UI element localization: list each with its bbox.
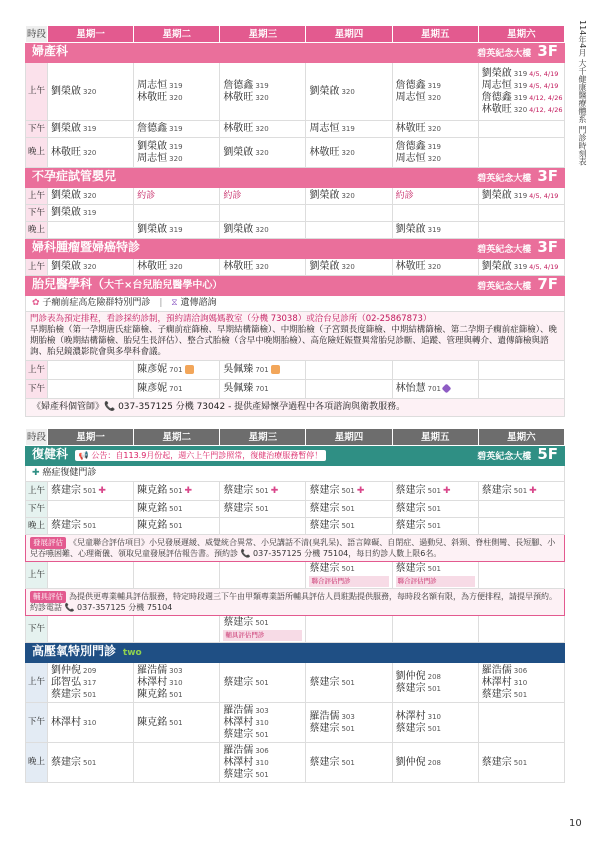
room: 501 (255, 678, 269, 687)
obgyn-title: 婦產科 (32, 43, 69, 58)
doctor: 詹德鑫 (395, 79, 426, 91)
room: 319 (83, 125, 97, 133)
room: 320 (341, 87, 355, 96)
rehab-table (25, 428, 565, 783)
doctor: 蔡建宗 (309, 520, 340, 531)
doctor: 林澤村 (481, 676, 512, 688)
room: 501 (255, 770, 269, 779)
day-fri: 星期五 (392, 26, 478, 43)
room: 320 (341, 192, 355, 200)
day-thu: 星期四 (306, 429, 392, 446)
doctor: 林敬旺 (137, 91, 168, 103)
doctor: 詹德鑫 (395, 140, 426, 152)
room: 303 (341, 712, 355, 721)
fetal-info (26, 312, 565, 361)
ribbon-icon: ✚ (32, 468, 40, 478)
doctor: 蔡建宗 (309, 563, 340, 574)
cancer-rehab-icon: ✚ (184, 486, 193, 496)
row-pm: 下午 (26, 380, 48, 399)
fetal-title-bar (26, 276, 565, 296)
onco-title-bar (26, 239, 565, 259)
row-am: 上午 (26, 63, 48, 121)
room: 310 (169, 678, 183, 687)
room: 319 (427, 81, 441, 90)
room: 320 (83, 263, 97, 271)
doctor: 林澤村 (137, 676, 168, 688)
doctor: 劉榮啟 (51, 85, 81, 97)
day-wed: 星期三 (220, 429, 306, 446)
ivf-floor: 3F (537, 167, 558, 185)
doctor: 劉榮啟 (309, 190, 340, 201)
onco-title: 婦科腫瘤暨婦癌特診 (32, 239, 141, 254)
day-tue: 星期二 (134, 26, 220, 43)
room: 501 (341, 487, 355, 495)
room: 320 (255, 148, 269, 157)
doctor: 劉仲倪 (51, 664, 81, 676)
doctor: 蔡建宗 (481, 688, 512, 700)
day-mon: 星期一 (48, 429, 134, 446)
room: 501 (513, 690, 528, 699)
doctor: 劉榮啟 (309, 85, 340, 97)
appointment-only: 約診 (137, 190, 156, 201)
row-night: 晚上 (26, 743, 48, 783)
fetal-title: 胎兒醫學科（ (32, 276, 105, 291)
day-sat: 星期六 (478, 26, 564, 43)
row-am: 上午 (26, 663, 48, 703)
room: 320 (427, 93, 441, 102)
row-am: 上午 (26, 482, 48, 501)
doctor: 林敬旺 (137, 261, 168, 272)
doctor: 蔡建宗 (395, 722, 426, 734)
room: 701 (169, 385, 183, 393)
fetal-floor: 7F (537, 275, 558, 293)
doctor: 蔡建宗 (395, 503, 426, 514)
doctor: 陳彥妮 (137, 383, 168, 394)
doctor: 蔡建宗 (481, 756, 512, 768)
doctor: 周志恒 (137, 79, 168, 91)
room: 320 (255, 125, 269, 133)
room: 319 (169, 226, 183, 234)
room: 317 (83, 678, 97, 687)
fetal-info-a: 門診表為預定排程，看診採約診制，預約請洽詢媽媽教室（分機 73038）或洽台兒診所（02-25867873） (30, 314, 432, 324)
cancer-rehab-icon: ✚ (443, 486, 451, 496)
room: 310 (255, 758, 269, 767)
doctor: 蔡建宗 (395, 485, 426, 496)
doctor: 蔡建宗 (223, 768, 254, 780)
fetal-logo: 大千×台兒胎兒醫學中心） (104, 279, 223, 291)
room: 501 (83, 758, 97, 767)
doctor: 林澤村 (223, 716, 254, 728)
room: 320 (83, 87, 97, 96)
slot-header: 時段 (26, 26, 48, 43)
room: 319 (169, 142, 183, 151)
side-label: 114年4月 大千健康醫療體系 門診時刻表 (578, 20, 587, 166)
obgyn-title-bar (26, 43, 565, 63)
preeclampsia-clinic: 子癇前症高危險群特別門診 (42, 298, 151, 308)
room: 319 (513, 93, 528, 102)
room: 303 (169, 666, 183, 675)
doctor: 林敬旺 (223, 91, 254, 103)
flower-icon (271, 365, 280, 374)
doctor: 邱智弘 (51, 676, 81, 688)
doctor: 劉仲倪 (395, 756, 426, 768)
dates: 4/5, 4/19 (529, 69, 559, 78)
room: 319 (513, 192, 528, 200)
room: 319 (83, 209, 97, 217)
day-thu: 星期四 (306, 26, 392, 43)
onco-building: 碧英紀念大樓 (477, 244, 532, 255)
ivf-title: 不孕症試管嬰兒 (32, 168, 117, 183)
joint-eval-label: 聯合評估門診 (396, 576, 475, 587)
cancer-rehab-clinic: 癌症復健門診 (42, 468, 97, 478)
rehab-building: 碧英紀念大樓 (477, 451, 532, 462)
room: 320 (169, 93, 183, 102)
doctor: 劉榮啟 (51, 207, 81, 218)
room: 319 (513, 263, 528, 271)
doctor: 周志恒 (395, 91, 426, 103)
doctor: 蔡建宗 (223, 485, 254, 496)
doctor: 劉仲倪 (395, 670, 426, 682)
room: 319 (341, 125, 355, 133)
joint-eval-label: 聯合評估門診 (309, 576, 388, 587)
day-mon: 星期一 (48, 26, 134, 43)
doctor: 林澤村 (223, 756, 254, 768)
room: 501 (255, 619, 269, 627)
doctor: 林澤村 (51, 716, 81, 728)
cancer-rehab-icon: ✚ (270, 486, 279, 496)
doctor: 羅浩儒 (137, 664, 168, 676)
row-night: 晚上 (26, 138, 48, 168)
doctor: 羅浩儒 (309, 710, 340, 722)
eval-tag: 發展評估 (30, 537, 66, 549)
flower-icon (185, 365, 194, 374)
dates: 4/5, 4/19 (529, 192, 559, 200)
room: 501 (427, 505, 441, 513)
ivf-building: 碧英紀念大樓 (477, 173, 532, 184)
dates: 4/5, 4/19 (529, 81, 559, 90)
ivf-title-bar (26, 168, 565, 188)
room: 501 (255, 505, 269, 513)
room: 501 (341, 724, 355, 733)
row-am: 上午 (26, 259, 48, 276)
doctor: 陳克銘 (137, 485, 168, 496)
room: 319 (513, 81, 528, 90)
doctor: 劉榮啟 (395, 224, 426, 235)
room: 501 (83, 690, 97, 699)
row-am: 上午 (26, 188, 48, 205)
fetal-footer: 《婦產科個管師》📞 037-357125 分機 73042 - 提供產婦懷孕過程中各項諮詢與衛教服務。 (26, 399, 565, 417)
room: 320 (169, 154, 183, 163)
doctor: 劉榮啟 (137, 224, 168, 235)
doctor: 蔡建宗 (223, 728, 254, 740)
row-pm: 下午 (26, 703, 48, 743)
dna-icon (442, 384, 452, 394)
doctor: 劉榮啟 (481, 261, 512, 272)
cancer-rehab-icon: ✚ (356, 486, 365, 496)
room: 320 (169, 263, 183, 271)
doctor: 劉榮啟 (481, 190, 512, 201)
room: 320 (341, 263, 355, 271)
room: 320 (255, 93, 269, 102)
doctor: 陳彥妮 (137, 364, 168, 375)
doctor: 陳克銘 (137, 688, 168, 700)
doctor: 周志恒 (309, 123, 340, 134)
dates: 4/5, 4/19 (529, 263, 559, 271)
room: 320 (255, 263, 269, 271)
doctor: 林敬旺 (51, 146, 81, 158)
doctor: 林敬旺 (223, 261, 254, 272)
appointment-only: 約診 (395, 190, 414, 201)
row-night: 晚上 (26, 222, 48, 239)
obgyn-building: 碧英紀念大樓 (477, 48, 532, 59)
doctor: 吳佩臻 (223, 383, 254, 394)
room: 319 (169, 125, 183, 133)
cancer-rehab-icon: ✚ (529, 486, 537, 496)
dna-icon: ⧖ (171, 298, 178, 308)
rehab-notice: 📢 公告：自113.9月份起，週六上午門診照常，復健治療服務暫停！ (75, 450, 326, 461)
room: 501 (341, 565, 355, 573)
doctor: 劉榮啟 (309, 261, 340, 272)
room: 501 (169, 690, 183, 699)
room: 320 (427, 263, 441, 271)
aid-tag: 輔具評估 (30, 591, 66, 603)
room: 501 (169, 505, 183, 513)
room: 501 (169, 718, 183, 727)
fetal-info-b: 早期胎檢（第一孕期唐氏症篩檢、子癇前症篩檢、早期結構篩檢）、中期胎檢（子宮頸長度篩檢、中期結構篩檢、第二孕期子癇前症篩檢）、晚期胎檢（晚期結構篩檢、胎兒生長評估）、整合式胎檢（含早中晚期胎檢）、高危險妊娠暨異常胎兒診斷、追蹤、管理與轉介、遺傳篩檢與諮詢、胎兒鏡濃影院會與多學科會議。 (30, 325, 558, 357)
row-pm: 下午 (26, 616, 48, 643)
fetal-subclinics: ✿ 子癇前症高危險群特別門診 | ⧖ 遺傳諮詢 (26, 296, 565, 312)
page-number: 10 (569, 818, 582, 829)
room: 303 (255, 706, 269, 715)
doctor: 林敬旺 (395, 123, 426, 134)
doctor: 劉榮啟 (223, 224, 254, 235)
doctor: 蔡建宗 (223, 617, 254, 628)
doctor: 羅浩儒 (481, 664, 512, 676)
room: 310 (427, 712, 441, 721)
day-fri: 星期五 (392, 429, 478, 446)
doctor: 羅浩儒 (223, 704, 254, 716)
room: 701 (427, 385, 441, 393)
room: 501 (341, 758, 355, 767)
day-header (26, 26, 565, 43)
room: 319 (169, 81, 183, 90)
obgyn-table (25, 25, 565, 417)
doctor: 蔡建宗 (309, 722, 340, 734)
doctor: 詹德鑫 (137, 123, 168, 134)
room: 501 (427, 724, 441, 733)
doctor: 劉榮啟 (481, 67, 512, 79)
doctor: 林敬旺 (309, 146, 340, 158)
doctor: 蔡建宗 (309, 485, 340, 496)
rehab-subclinic (26, 466, 565, 482)
doctor: 劉榮啟 (51, 190, 81, 201)
doctor: 劉榮啟 (223, 146, 254, 158)
doctor: 羅浩儒 (223, 744, 254, 756)
aid-eval-label: 輔具評估門診 (223, 630, 302, 641)
doctor: 蔡建宗 (395, 520, 426, 531)
room: 209 (83, 666, 97, 675)
room: 319 (255, 81, 269, 90)
room: 208 (427, 672, 441, 681)
doctor: 陳克銘 (137, 716, 168, 728)
doctor: 詹德鑫 (223, 79, 254, 91)
room: 310 (255, 718, 269, 727)
doctor: 林怡慧 (395, 383, 426, 394)
eval-note-row (26, 535, 565, 562)
doctor: 林敬旺 (395, 261, 426, 272)
doctor: 蔡建宗 (309, 503, 340, 514)
room: 319 (427, 226, 441, 234)
doctor: 蔡建宗 (51, 688, 81, 700)
room: 501 (341, 505, 355, 513)
hbot-title: 高壓氧特別門診 (32, 644, 117, 658)
room: 501 (513, 758, 528, 767)
room: 306 (513, 666, 528, 675)
room: 208 (427, 758, 441, 767)
room: 320 (341, 148, 355, 157)
room: 320 (83, 192, 97, 200)
doctor: 蔡建宗 (223, 676, 254, 688)
doctor: 陳克銘 (137, 520, 168, 531)
doctor: 蔡建宗 (309, 756, 340, 768)
doctor: 蔡建宗 (51, 520, 81, 531)
rehab-title-bar (26, 446, 565, 466)
doctor: 蔡建宗 (395, 563, 426, 574)
room: 320 (513, 105, 528, 114)
row-am: 上午 (26, 562, 48, 589)
doctor: 林澤村 (395, 710, 426, 722)
day-wed: 星期三 (220, 26, 306, 43)
room: 501 (169, 487, 183, 495)
doctor: 蔡建宗 (223, 503, 254, 514)
row-am: 上午 (26, 361, 48, 380)
day-tue: 星期二 (134, 429, 220, 446)
day-sat: 星期六 (478, 429, 564, 446)
aid-note-row (26, 589, 565, 616)
dates: 4/12, 4/26 (529, 93, 563, 102)
room: 501 (427, 565, 441, 573)
slot-header: 時段 (26, 429, 48, 446)
doctor: 劉榮啟 (51, 123, 81, 134)
room: 310 (513, 678, 528, 687)
appointment-only: 約診 (223, 190, 242, 201)
hbot-title-bar (26, 643, 565, 663)
doctor: 劉榮啟 (51, 261, 81, 272)
aid-note: 為提供更專業輔具評估服務，特定時段週三下午由甲類專業語所輔具評估人員駐點提供服務，每時段名額有限，為方便排程，請提早預約。約診電話 📞 037-357125 分機 75104 (30, 592, 557, 612)
room: 501 (255, 730, 269, 739)
doctor: 林敬旺 (223, 123, 254, 134)
room: 501 (169, 522, 183, 530)
room: 320 (255, 226, 269, 234)
cancer-rehab-icon: ✚ (98, 486, 106, 496)
room: 320 (427, 154, 441, 163)
eval-note: 《兒童聯合評估項目》小兒發展遲緩、威覺統合異常、小兒講話不清(臭乳呆)、語言障礙、自閉症、過動兒、斜頸、脊柱側彎、長短腳、小兒吞嚥困難、心理衛儀、領取兒童發展評估報告書。預約診 📞 037-357125 分機 75104，每日約診人數上限6名。 (30, 538, 556, 558)
row-pm: 下午 (26, 121, 48, 138)
doctor: 蔡建宗 (51, 756, 81, 768)
room: 501 (427, 487, 441, 495)
doctor: 劉榮啟 (137, 140, 168, 152)
doctor: 吳佩臻 (223, 364, 254, 375)
doctor: 蔡建宗 (51, 485, 81, 496)
room: 306 (255, 746, 269, 755)
two-logo: two (122, 648, 142, 658)
room: 319 (427, 142, 441, 151)
room: 320 (83, 148, 97, 157)
stork-icon: ✿ (32, 298, 40, 308)
room: 501 (427, 684, 441, 693)
doctor: 蔡建宗 (481, 485, 512, 496)
doctor: 周志恒 (137, 152, 168, 164)
fetal-building: 碧英紀念大樓 (477, 281, 532, 292)
room: 501 (513, 487, 528, 495)
doctor: 蔡建宗 (395, 682, 426, 694)
doctor: 陳克銘 (137, 503, 168, 514)
doctor: 林敬旺 (481, 103, 512, 115)
room: 501 (83, 487, 97, 495)
row-pm: 下午 (26, 501, 48, 518)
room: 501 (341, 522, 355, 530)
rehab-floor: 5F (537, 445, 558, 463)
room: 310 (83, 718, 97, 727)
dates: 4/12, 4/26 (529, 105, 563, 114)
obgyn-floor: 3F (537, 42, 558, 60)
rehab-title: 復健科 (32, 446, 69, 461)
room: 320 (427, 125, 441, 133)
room: 701 (255, 385, 269, 393)
room: 501 (427, 522, 441, 530)
onco-floor: 3F (537, 238, 558, 256)
room: 319 (513, 69, 528, 78)
doctor: 周志恒 (395, 152, 426, 164)
doctor: 周志恒 (481, 79, 512, 91)
doctor: 詹德鑫 (481, 91, 512, 103)
room: 501 (83, 522, 97, 530)
room: 501 (255, 487, 269, 495)
row-night: 晚上 (26, 518, 48, 535)
genetic-counseling: 遺傳諮詢 (180, 298, 217, 308)
doctor: 蔡建宗 (309, 676, 340, 688)
room: 501 (341, 678, 355, 687)
room: 701 (255, 366, 269, 374)
room: 701 (169, 366, 183, 374)
row-pm: 下午 (26, 205, 48, 222)
